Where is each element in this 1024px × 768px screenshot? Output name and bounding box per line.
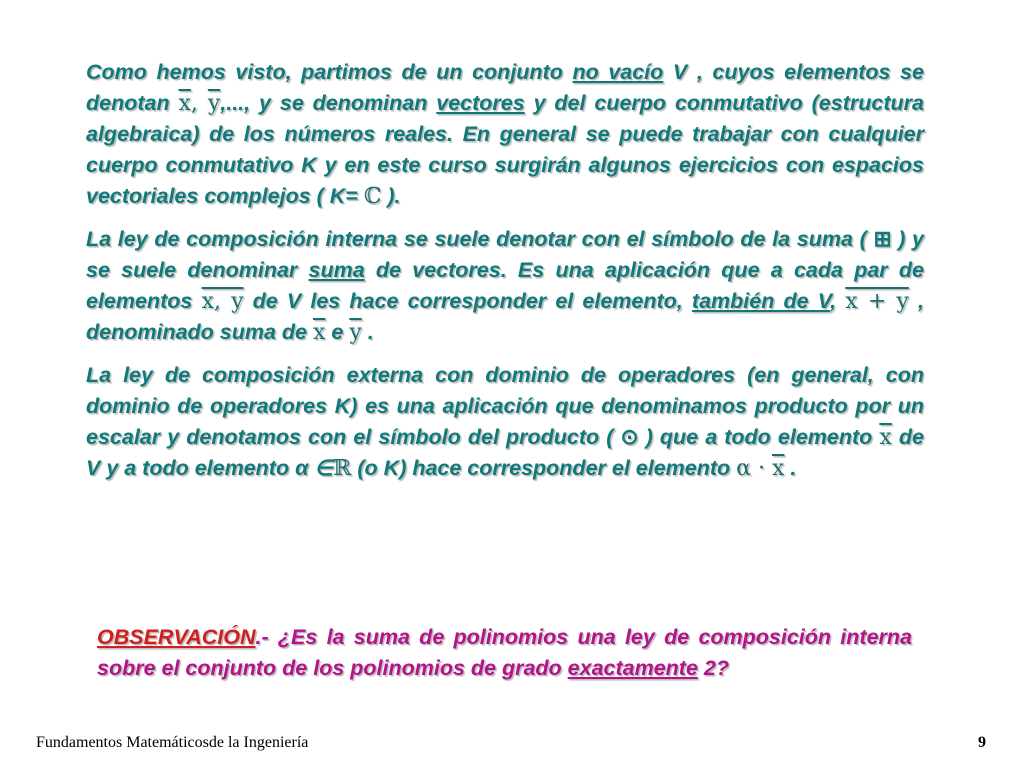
paragraph-vector-space (86, 57, 924, 212)
text: V , cuyos elementos se denotan (86, 60, 924, 115)
observation-note (97, 622, 912, 684)
alpha-symbol-icon: α (295, 456, 309, 480)
text: de V y a todo elemento (86, 425, 924, 480)
text: ). (381, 184, 401, 208)
plus-symbol-icon: ⊞ (873, 227, 892, 251)
text: ,..., y se denominan (220, 91, 437, 115)
suma-text: suma (308, 258, 365, 282)
observation-title: OBSERVACIÓN (97, 625, 256, 649)
alpha-scalar: α (736, 456, 751, 481)
vector-x: $\overline{x}$ (771, 456, 785, 481)
vector-x: $\overline{x}$ (312, 320, 326, 345)
vector-sum-expression: x + y (845, 289, 909, 314)
vector-pair: x, y (201, 289, 244, 314)
text: , denominado suma de (86, 289, 924, 344)
text: de V les hace corresponder el elemento, (243, 289, 692, 313)
text: ∈ (308, 456, 334, 480)
text: 2? (697, 656, 730, 680)
real-numbers-symbol: ℝ (333, 456, 352, 481)
vector-y: $\overline{y}$ (349, 320, 362, 345)
text: de vectores. Es una aplicación que a cada par de elementos (86, 258, 924, 313)
text: Como hemos visto, partimos de un conjunto (86, 60, 573, 84)
text: .- ¿Es la suma de polinomios una ley de composición interna sobre el conjunto de los polinomios de grado (97, 625, 912, 680)
vector-x: $\overline{x}$ (879, 425, 892, 450)
paragraph-internal-law (86, 224, 924, 348)
dot-symbol-icon: ⊙ (620, 425, 639, 449)
text: y del cuerpo conmutativo (estructura algebraica) de los números reales. En general se puede trabajar con cualquier cuerpo conmutativo K y en este curso surgirán algunos ejercicios con espacios vectoriales complejos ( K= (86, 91, 924, 208)
text: . (784, 456, 797, 480)
comma: , (190, 91, 208, 116)
exactamente-text: exactamente (567, 656, 698, 680)
text: (o K) hace corresponder el elemento (351, 456, 737, 480)
text: ) y se suele denominar (86, 227, 924, 282)
footer-course-title: Fundamentos Matemáticosde la Ingeniería (36, 734, 309, 751)
text: La ley de composición externa con dominio de operadores (en general, con dominio de operadores K) es una aplicación que denominamos producto por un escalar y denotamos con el símbolo del producto ( (86, 363, 924, 449)
text: La ley de composición interna se suele denotar con el símbolo de la suma ( (86, 227, 874, 251)
text: , (830, 289, 846, 313)
text: ) que a todo elemento (638, 425, 880, 449)
slide-body (86, 57, 924, 496)
no-vacio-text: no vacío (572, 60, 664, 84)
text: . (361, 320, 374, 344)
complex-numbers-symbol: ℂ (363, 184, 382, 209)
text: e (325, 320, 350, 344)
tambien-text: también de V (691, 289, 831, 313)
vector-y: $\overline{y}$ (207, 91, 221, 116)
vectores-text: vectores (436, 91, 525, 115)
paragraph-external-law (86, 360, 924, 484)
dot-operator: · (751, 456, 772, 481)
vector-x: $\overline{x}$ (178, 91, 191, 116)
footer-page-number: 9 (978, 734, 986, 751)
